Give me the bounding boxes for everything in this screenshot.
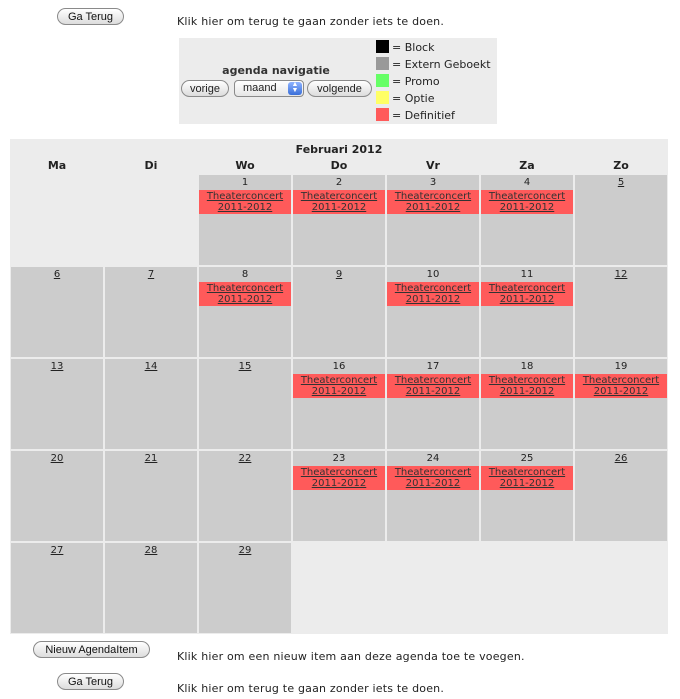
day-cell[interactable] (575, 359, 667, 449)
day-number: 10 (426, 269, 440, 280)
event-text: 2011-2012 (499, 478, 555, 489)
legend-label: = Optie (392, 92, 435, 105)
nav-title: agenda navigatie (222, 64, 330, 77)
day-cell[interactable] (387, 451, 479, 541)
day-number: 24 (426, 453, 440, 464)
event-link[interactable] (481, 466, 573, 490)
day-cell[interactable] (199, 175, 291, 265)
day-number[interactable]: 20 (50, 453, 64, 464)
event-link[interactable] (575, 374, 667, 398)
day-number: 19 (614, 361, 628, 372)
event-link[interactable] (481, 190, 573, 214)
event-link[interactable] (387, 374, 479, 398)
event-text: Theaterconcert (394, 191, 472, 202)
day-cell[interactable] (481, 359, 573, 449)
calendar-title: Februari 2012 (295, 143, 383, 156)
day-cell[interactable] (387, 175, 479, 265)
day-number[interactable]: 22 (238, 453, 252, 464)
day-number: 1 (241, 177, 249, 188)
day-number[interactable]: 9 (335, 269, 343, 280)
event-link[interactable] (293, 466, 385, 490)
day-cell[interactable] (199, 543, 291, 633)
day-number[interactable]: 6 (53, 269, 61, 280)
legend-item (376, 108, 455, 124)
event-link[interactable] (293, 190, 385, 214)
day-cell[interactable] (199, 359, 291, 449)
day-number[interactable]: 13 (50, 361, 64, 372)
event-text: 2011-2012 (405, 478, 461, 489)
day-cell[interactable] (11, 451, 103, 541)
event-text: 2011-2012 (311, 386, 367, 397)
legend-label: = Definitief (392, 109, 455, 122)
month-calendar (10, 139, 668, 634)
legend-swatch (376, 91, 389, 104)
day-number[interactable]: 21 (144, 453, 158, 464)
legend-label: = Extern Geboekt (392, 58, 491, 71)
event-text: Theaterconcert (394, 283, 472, 294)
new-agenda-item-button[interactable]: Nieuw AgendaItem (33, 641, 150, 658)
event-text: Theaterconcert (488, 467, 566, 478)
agenda-navigation-panel (179, 38, 497, 124)
event-text: Theaterconcert (582, 375, 660, 386)
weekday-label: Di (144, 159, 158, 172)
event-text: Theaterconcert (300, 467, 378, 478)
legend-label: = Promo (392, 75, 440, 88)
event-link[interactable] (199, 282, 291, 306)
event-text: 2011-2012 (311, 478, 367, 489)
day-cell[interactable] (11, 359, 103, 449)
weekday-label: Za (519, 159, 535, 172)
day-cell[interactable] (199, 267, 291, 357)
legend-swatch (376, 108, 389, 121)
event-link[interactable] (387, 190, 479, 214)
day-number: 23 (332, 453, 346, 464)
day-cell[interactable] (11, 543, 103, 633)
event-link[interactable] (293, 374, 385, 398)
day-number[interactable]: 15 (238, 361, 252, 372)
event-text: Theaterconcert (488, 191, 566, 202)
day-number[interactable]: 14 (144, 361, 158, 372)
event-text: Theaterconcert (300, 191, 378, 202)
event-text: 2011-2012 (217, 294, 273, 305)
select-arrows-icon: ▲ ▼ (288, 82, 302, 95)
day-cell[interactable] (481, 175, 573, 265)
back-button-top[interactable]: Ga Terug (57, 8, 124, 25)
event-link[interactable] (481, 374, 573, 398)
event-text: 2011-2012 (499, 386, 555, 397)
legend-item (376, 91, 435, 107)
legend-item (376, 57, 491, 73)
weekday-label: Ma (47, 159, 67, 172)
legend-item (376, 40, 434, 56)
day-number: 4 (523, 177, 531, 188)
event-link[interactable] (387, 282, 479, 306)
day-number: 8 (241, 269, 249, 280)
weekday-label: Vr (426, 159, 440, 172)
day-cell[interactable] (293, 451, 385, 541)
event-text: Theaterconcert (488, 283, 566, 294)
event-text: Theaterconcert (206, 191, 284, 202)
event-link[interactable] (199, 190, 291, 214)
new-item-hint: Klik hier om een nieuw item aan deze agenda toe te voegen. (177, 650, 525, 663)
event-text: 2011-2012 (217, 202, 273, 213)
back-hint-bottom: Klik hier om terug te gaan zonder iets te doen. (177, 682, 445, 695)
view-select[interactable] (234, 80, 304, 97)
event-text: Theaterconcert (394, 375, 472, 386)
next-button[interactable]: volgende (307, 80, 372, 97)
day-cell[interactable] (575, 451, 667, 541)
previous-button[interactable]: vorige (181, 80, 229, 97)
event-text: 2011-2012 (593, 386, 649, 397)
event-text: 2011-2012 (499, 294, 555, 305)
legend-item (376, 74, 440, 90)
day-number: 11 (520, 269, 534, 280)
day-cell[interactable] (387, 267, 479, 357)
weekday-label: Zo (613, 159, 629, 172)
view-select-value: maand (243, 82, 277, 94)
event-text: Theaterconcert (206, 283, 284, 294)
day-cell[interactable] (293, 359, 385, 449)
event-text: 2011-2012 (499, 202, 555, 213)
day-cell[interactable] (199, 451, 291, 541)
event-text: Theaterconcert (488, 375, 566, 386)
day-number: 18 (520, 361, 534, 372)
back-hint-top: Klik hier om terug te gaan zonder iets te doen. (177, 15, 445, 28)
day-cell[interactable] (575, 267, 667, 357)
event-link[interactable] (481, 282, 573, 306)
event-text: 2011-2012 (311, 202, 367, 213)
event-text: 2011-2012 (405, 386, 461, 397)
day-cell[interactable] (105, 267, 197, 357)
event-text: 2011-2012 (405, 202, 461, 213)
day-cell[interactable] (575, 175, 667, 265)
day-number: 25 (520, 453, 534, 464)
day-number: 3 (429, 177, 437, 188)
day-cell[interactable] (105, 451, 197, 541)
day-number[interactable]: 5 (617, 177, 625, 188)
day-cell[interactable] (481, 267, 573, 357)
day-number[interactable]: 26 (614, 453, 628, 464)
day-cell[interactable] (387, 359, 479, 449)
event-text: Theaterconcert (394, 467, 472, 478)
day-cell[interactable] (11, 267, 103, 357)
day-number[interactable]: 12 (614, 269, 628, 280)
day-number[interactable]: 27 (50, 545, 64, 556)
day-cell[interactable] (105, 543, 197, 633)
day-number: 17 (426, 361, 440, 372)
legend-swatch (376, 40, 389, 53)
day-cell[interactable] (481, 451, 573, 541)
weekday-label: Do (330, 159, 348, 172)
event-text: 2011-2012 (405, 294, 461, 305)
back-button-bottom[interactable]: Ga Terug (57, 673, 124, 690)
day-cell[interactable] (293, 175, 385, 265)
day-cell[interactable] (293, 267, 385, 357)
day-number[interactable]: 29 (238, 545, 252, 556)
day-number: 16 (332, 361, 346, 372)
day-number[interactable]: 28 (144, 545, 158, 556)
weekday-label: Wo (235, 159, 255, 172)
day-number[interactable]: 7 (147, 269, 155, 280)
legend-swatch (376, 57, 389, 70)
event-text: Theaterconcert (300, 375, 378, 386)
day-number: 2 (335, 177, 343, 188)
legend-label: = Block (392, 41, 435, 54)
day-cell[interactable] (105, 359, 197, 449)
event-link[interactable] (387, 466, 479, 490)
legend-swatch (376, 74, 389, 87)
